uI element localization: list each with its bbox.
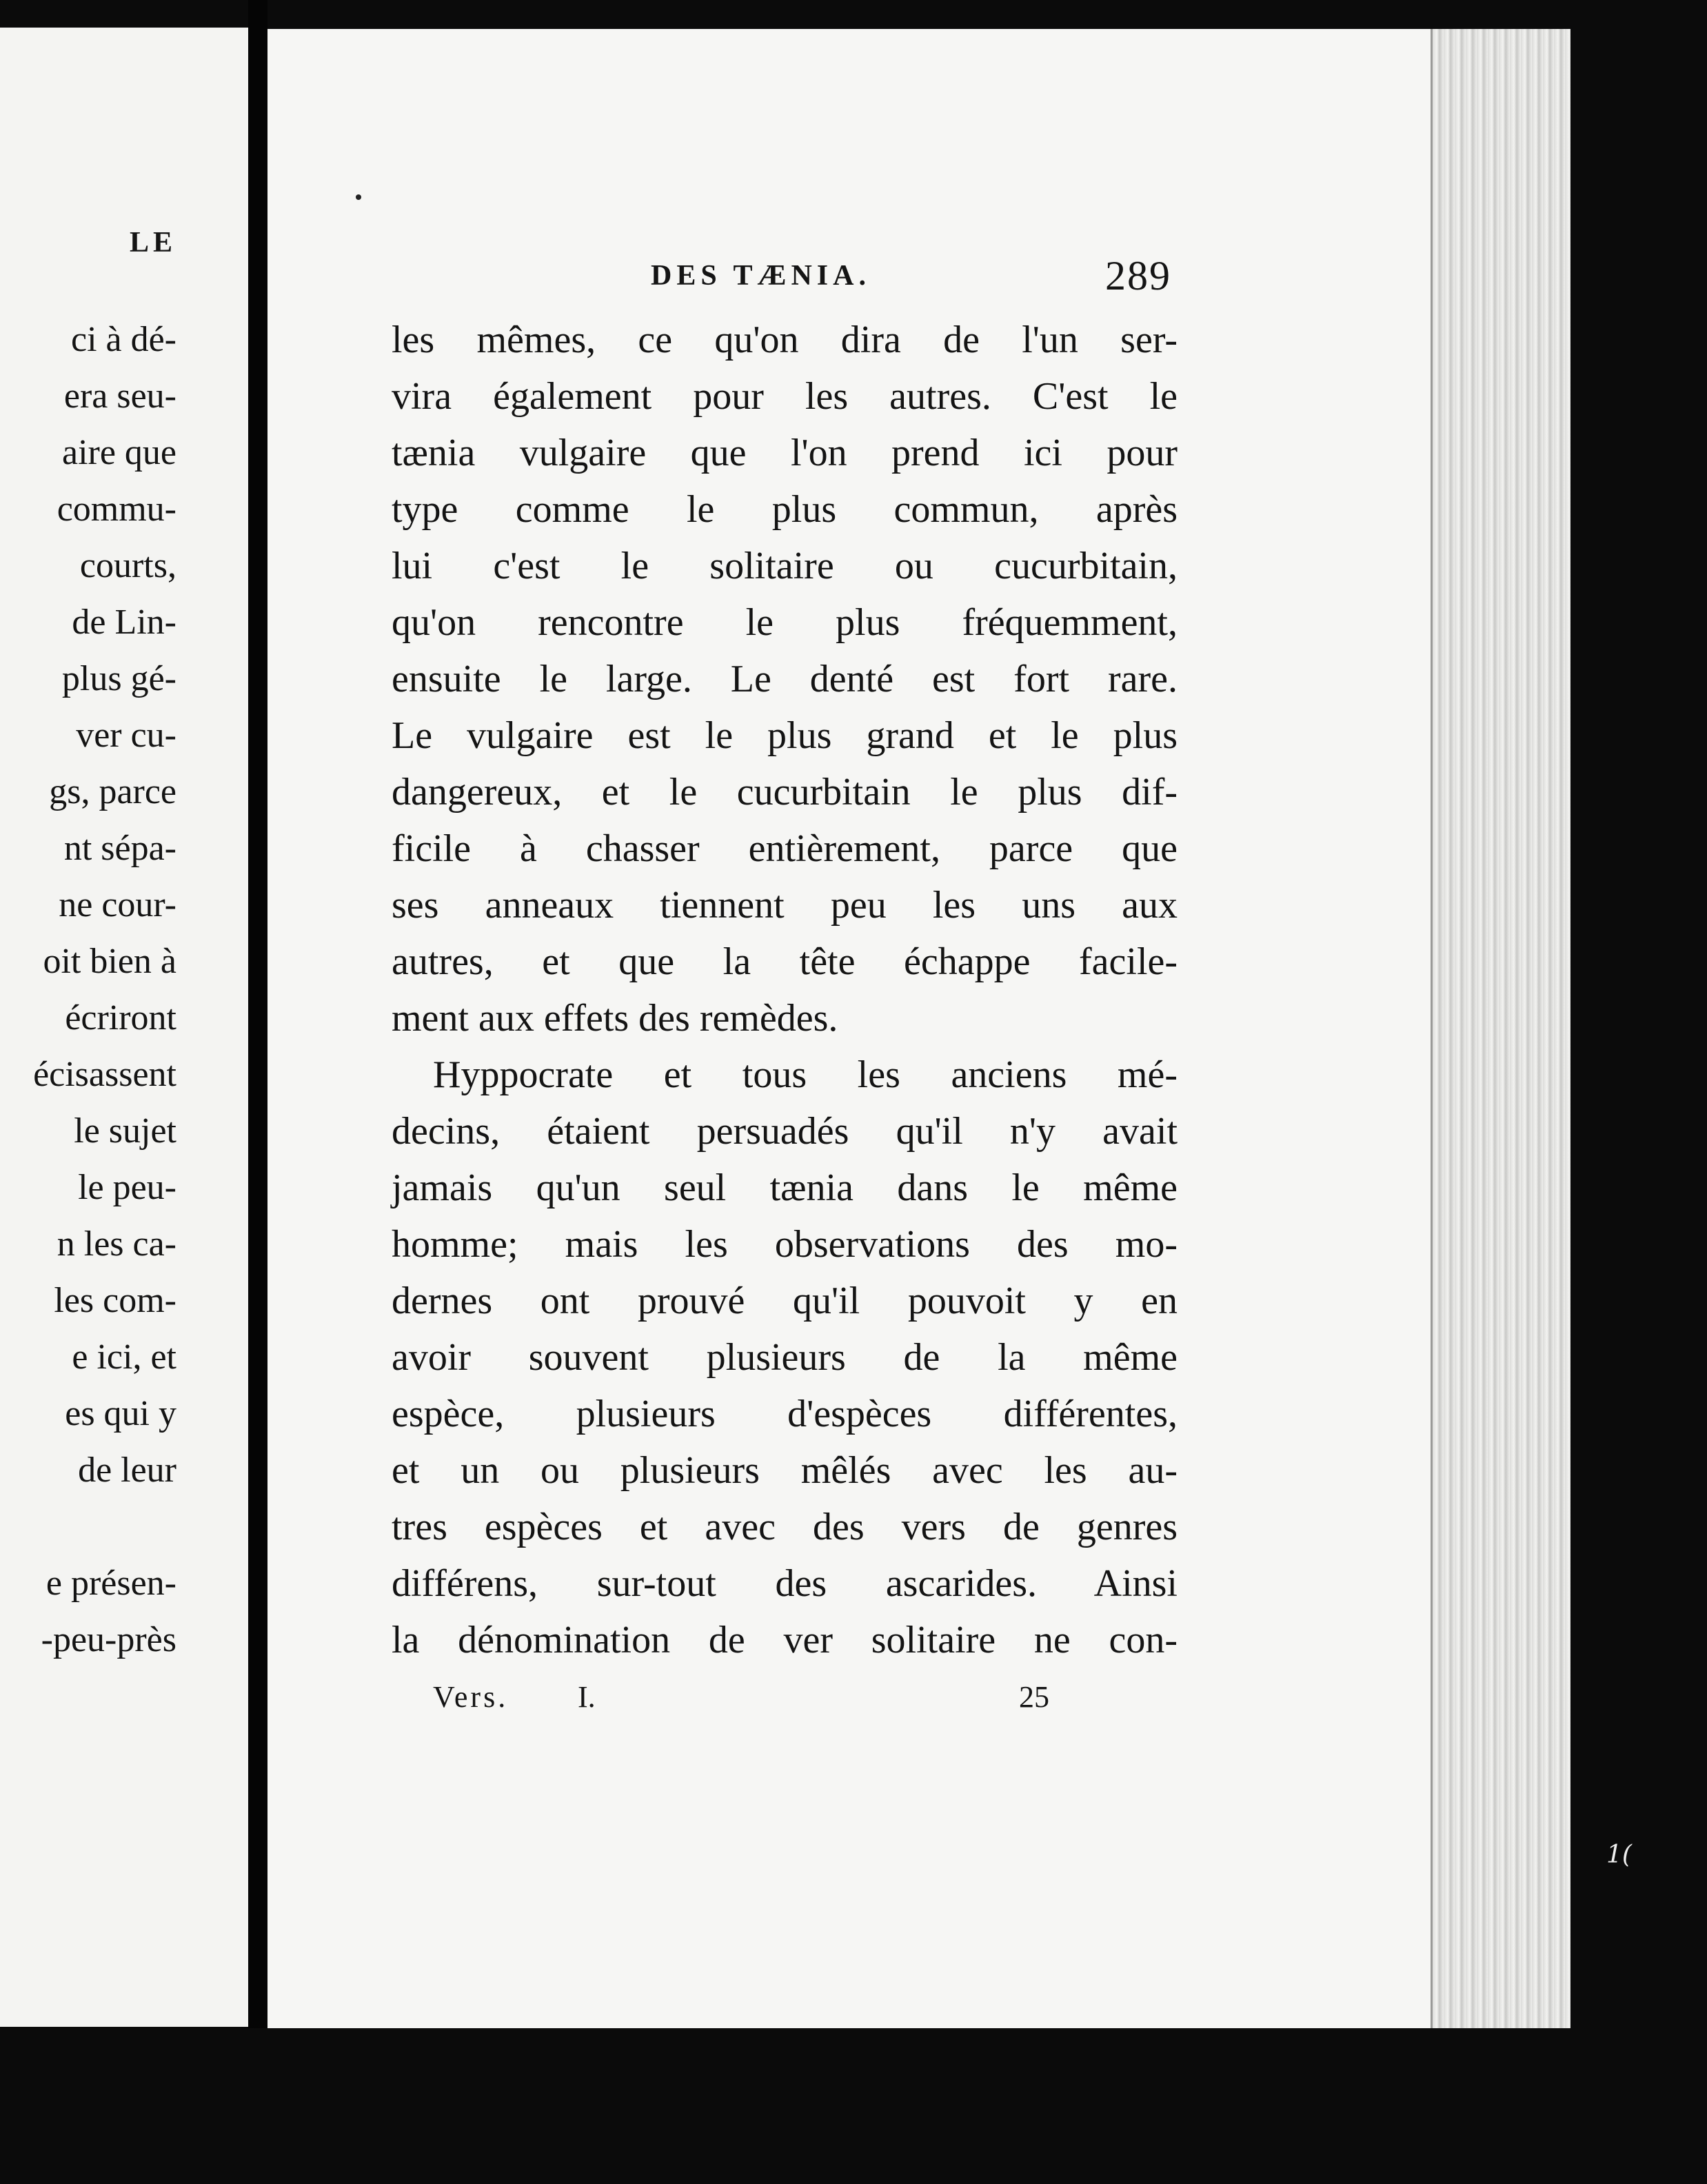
left-text-line: ver cu- [76,716,176,755]
left-text-line [0,1499,176,1555]
left-text-line: plus gé- [61,659,176,698]
body-text [392,312,1178,1668]
signature-volume: I. [578,1680,596,1714]
text-line: dangereux, et le cucurbitain le plus dif- [392,771,1178,813]
left-page [0,28,248,2027]
left-text-line: es qui y [65,1394,176,1433]
text-line: vira également pour les autres. C'est le [392,375,1178,418]
scan-background [0,2028,1707,2184]
text-line: dernes ont prouvé qu'il pouvoit y en [392,1280,1178,1322]
left-text-line: aire que [61,433,176,472]
text-line: type comme le plus commun, après [392,488,1178,531]
text-line: decins, étaient persuadés qu'il n'y avait [392,1110,1178,1153]
left-text-line: le sujet [74,1111,176,1151]
left-text-line: courts, [79,546,176,585]
left-text-line: gs, parce [49,772,176,811]
text-line: avoir souvent plusieurs de la même [392,1336,1178,1379]
left-text-line: ne cour- [59,885,176,924]
running-title: DES TÆNIA. [651,260,871,292]
text-line: ficile à chasser entièrement, parce que [392,827,1178,870]
text-line: ses anneaux tiennent peu les uns aux [392,884,1178,927]
text-line: Hyppocrate et tous les anciens mé- [433,1053,1178,1096]
left-text-line: écriront [65,998,176,1038]
text-line: la dénomination de ver solitaire ne con- [392,1619,1178,1661]
left-text-line: e ici, et [72,1337,176,1377]
book-gutter [248,0,267,2184]
text-line: tænia vulgaire que l'on prend ici pour [392,432,1178,474]
left-text-line: -peu-près [41,1620,176,1659]
left-text-line: e présen- [46,1564,176,1603]
text-line: et un ou plusieurs mêlés avec les au- [392,1449,1178,1492]
margin-mark: 1( [1606,1841,1632,1869]
left-text-block [0,312,176,1668]
page-edge [1431,29,1570,2028]
left-text-line: de Lin- [72,603,176,642]
text-line: homme; mais les observations des mo- [392,1223,1178,1266]
left-running-head: LE [129,227,176,259]
left-text-line: era seu- [63,376,176,416]
text-line: ensuite le large. Le denté est fort rare. [392,658,1178,700]
left-text-line: commu- [57,489,176,529]
text-line: tres espèces et avec des vers de genres [392,1506,1178,1548]
page-number: 289 [1105,253,1171,299]
left-text-line: n les ca- [57,1224,176,1264]
text-line: qu'on rencontre le plus fréquemment, [392,601,1178,644]
text-line: autres, et que la tête échappe facile- [392,940,1178,983]
text-line: Le vulgaire est le plus grand et le plus [392,714,1178,757]
left-text-line: écisassent [33,1055,176,1094]
text-line: lui c'est le solitaire ou cucurbitain, [392,545,1178,587]
text-line: les mêmes, ce qu'on dira de l'un ser- [392,318,1178,361]
text-line: ment aux effets des remèdes. [392,997,838,1040]
right-page [267,29,1570,2028]
left-text-line: ci à dé- [70,320,176,359]
left-text-line: oit bien à [43,942,176,981]
signature-label: Vers. [433,1680,509,1714]
left-text-line: le peu- [78,1168,176,1207]
ink-speck [356,194,361,200]
gathering-number: 25 [1019,1680,1049,1714]
left-text-line: les com- [54,1281,176,1320]
text-line: jamais qu'un seul tænia dans le même [392,1166,1178,1209]
text-line: différens, sur-tout des ascarides. Ainsi [392,1562,1178,1605]
text-line: espèce, plusieurs d'espèces différentes, [392,1393,1178,1435]
left-text-line: nt sépa- [63,829,176,868]
left-text-line: de leur [78,1450,176,1490]
